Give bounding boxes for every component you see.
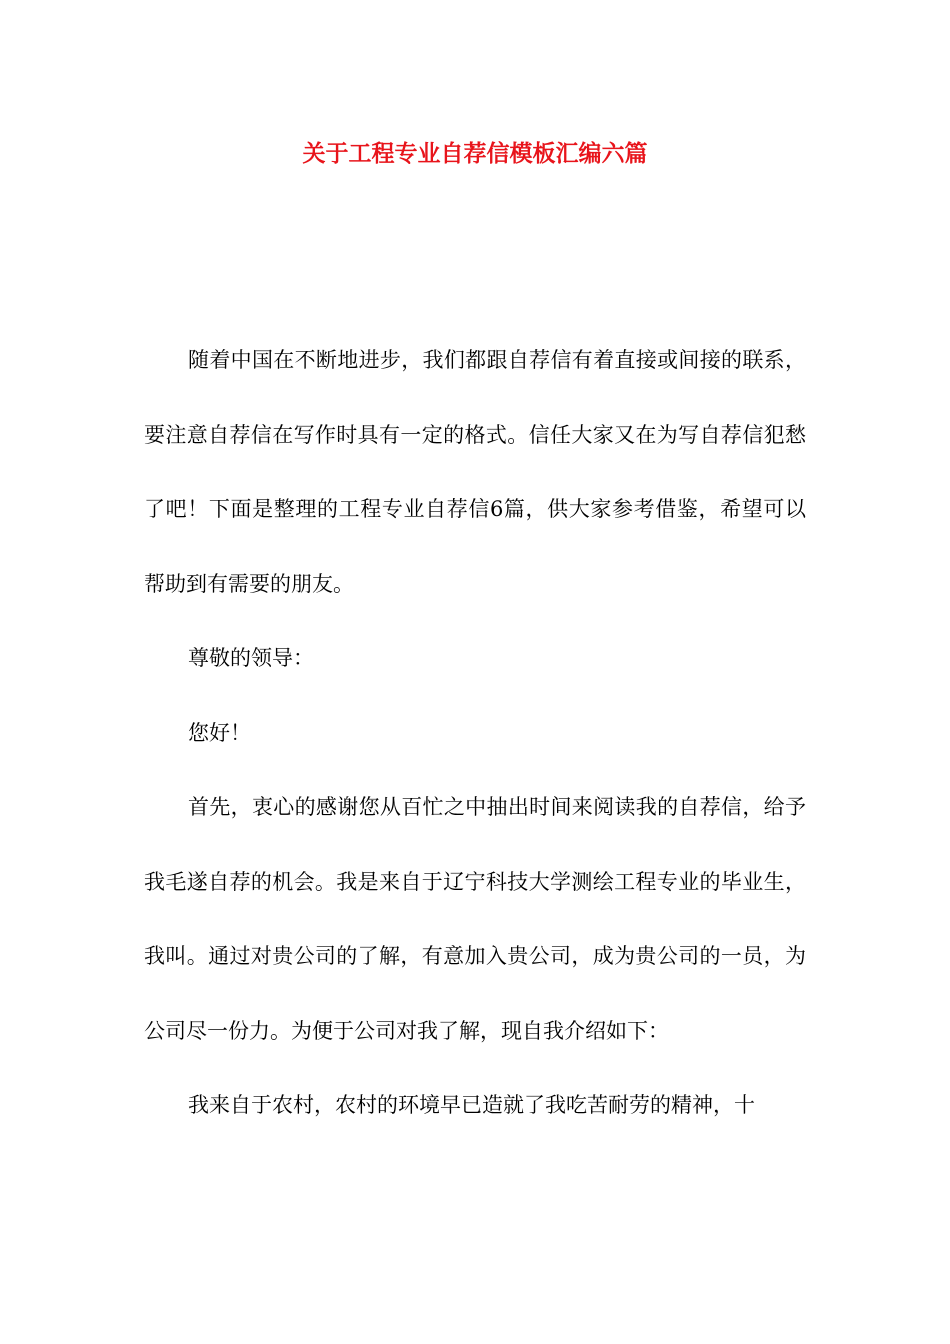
document-body [144, 323, 806, 1143]
paragraph-self-introduction: 首先，衷心的感谢您从百忙之中抽出时间来阅读我的自荐信，给予我毛遂自荐的机会。我是来自于辽宁科技大学测绘工程专业的毕业生，我叫。通过对贵公司的了解，有意加入贵公司，成为贵公司的一员，为公司尽一份力。为便于公司对我了解，现自我介绍如下： [144, 795, 806, 1043]
paragraph-greeting: 您好！ [188, 720, 251, 745]
paragraph-salutation: 尊敬的领导： [188, 646, 314, 670]
paragraph-intro: 随着中国在不断地进步，我们都跟自荐信有着直接或间接的联系，要注意自荐信在写作时具有一定的格式。信任大家又在为写自荐信犯愁了吧！下面是整理的工程专业自荐信6篇，供大家参考借鉴，希望可以帮助到有需要的朋友。 [144, 348, 806, 596]
document-title: 关于工程专业自荐信模板汇编六篇 [302, 140, 648, 167]
paragraph-background: 我来自于农村，农村的环境早已造就了我吃苦耐劳的精神，十 [188, 1093, 755, 1117]
